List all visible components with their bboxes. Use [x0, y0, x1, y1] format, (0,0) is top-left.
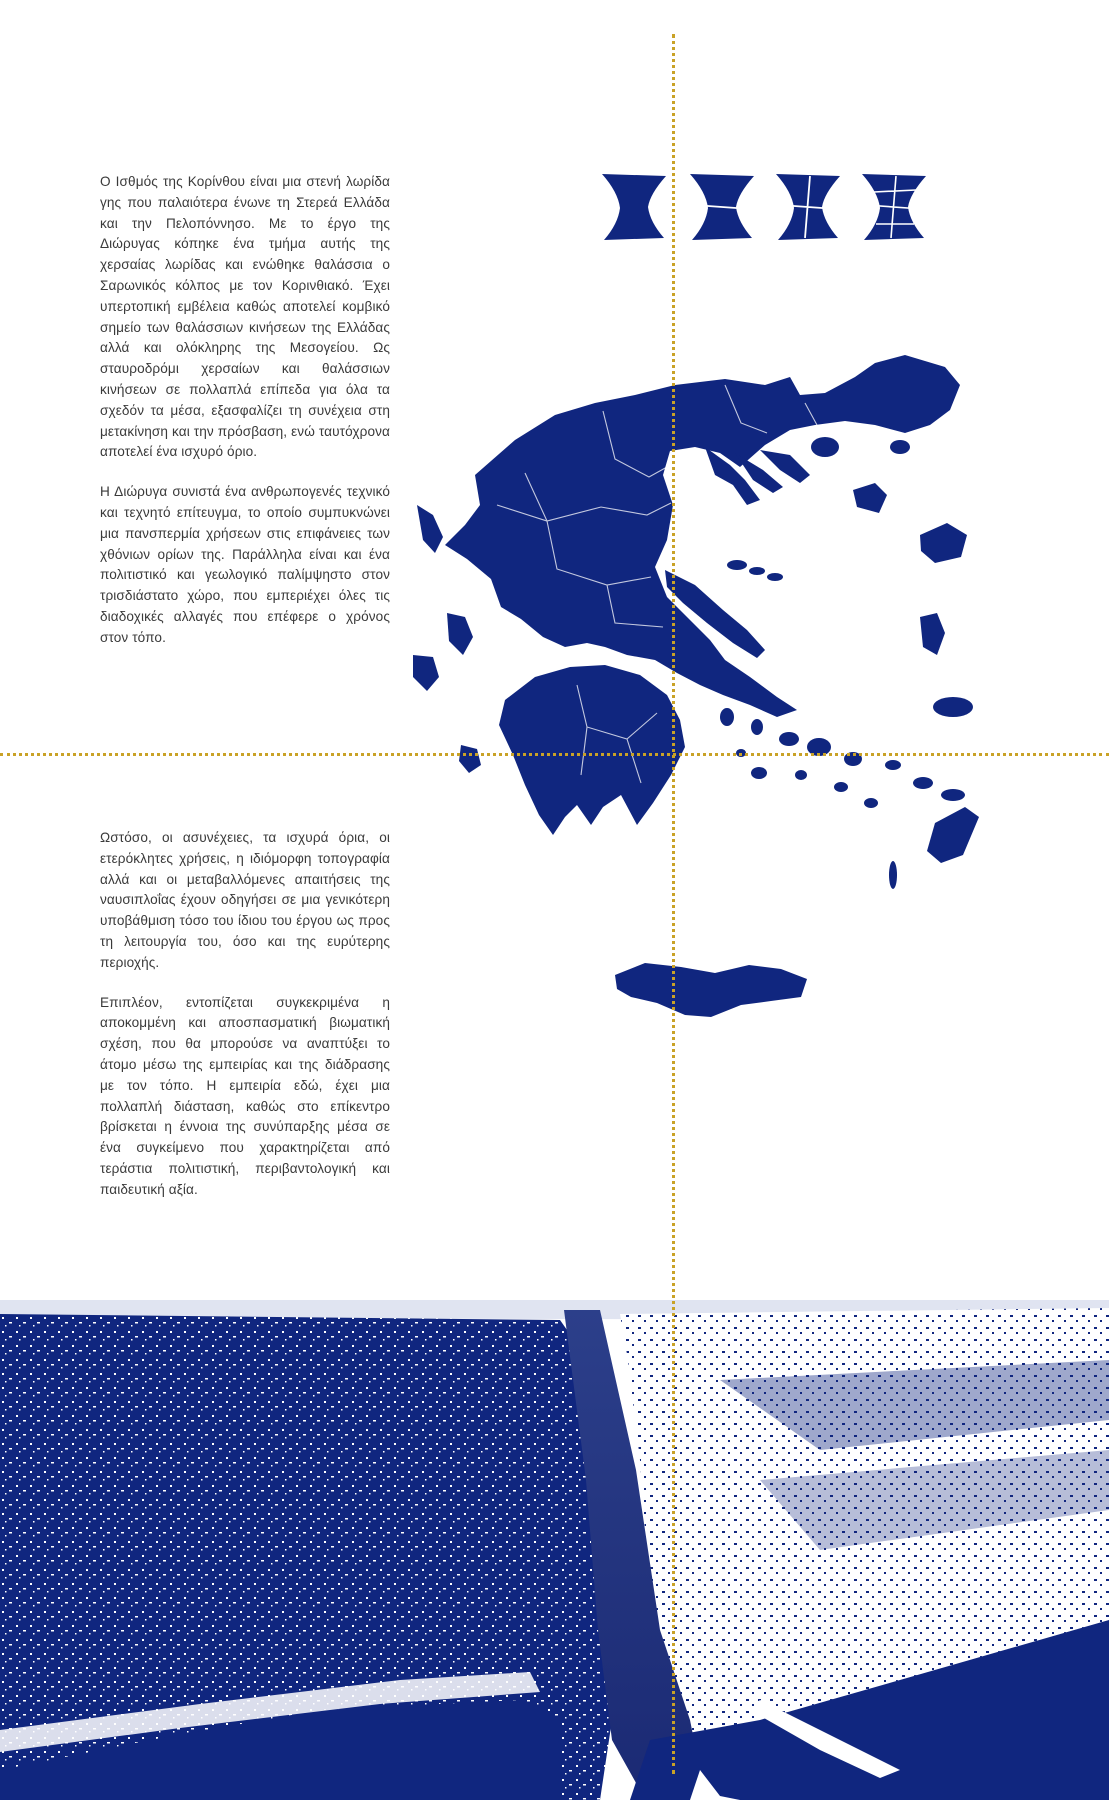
isthmus-cut-3-icon [862, 174, 926, 240]
intro-paragraph-2: Η Διώρυγα συνιστά ένα ανθρωπογενές τεχνικό και τεχνητό επίτευγμα, το οποίο συμπυκνώνει μια πανσπερμία χρήσεων στις επιφάνειες των χθόνιων ορίων της. Παράλληλα είναι και ένα πολιτιστικό και γεωλογικό παλίμψηστο στον τρισδιάστατο χώρο, που εμπεριέχει όλες τις διαδοχικές αλλαγές που επέφερε ο χρόνος στον τόπο. [100, 484, 390, 645]
horizontal-guide-line [0, 753, 1109, 756]
isthmus-cut-1-icon [690, 174, 754, 240]
intro-text [100, 172, 390, 668]
isthmus-shape-icon [602, 174, 666, 240]
body-paragraph-1: Ωστόσο, οι ασυνέχειες, τα ισχυρά όρια, οι ετερόκλητες χρήσεις, η ιδιόμορφη τοπογραφία αλλά και οι μεταβαλλόμενες απαιτήσεις της ναυσιπλοΐας έχουν οδηγήσει σε μια γενικότερη υποβάθμιση τόσο του ίδιου του έργου ως προς τη λειτουργία του, όσο και της ευρύτερης περιοχής. [100, 830, 390, 970]
body-paragraph-2: Επιπλέον, εντοπίζεται συγκεκριμένα η αποκομμένη και αποσπασματική βιωματική σχέση, που θα μπορούσε να αναπτύξει το άτομο μέσω της εμπειρίας και της διάδρασης με τον τόπο. Η εμπειρία εδώ, έχει μια πολλαπλή διάσταση, καθώς στο επίκεντρο βρίσκεται η έννοια της συνύπαρξης μέσα σε ένα συγκείμενο που χαρακτηρίζεται από τεράστια πολιτιστική, περιβαντολογική και παιδευτική αξία. [100, 994, 390, 1197]
isthmus-sequence [600, 172, 930, 242]
intro-paragraph-1: Ο Ισθμός της Κορίνθου είναι μια στενή λωρίδα γης που παλαιότερα ένωνε τη Στερεά Ελλάδα και την Πελοπόννησο. Με το έργο της Διώρυγας κόπηκε ένα τμήμα αυτής της χερσαίας λωρίδας και ενώθηκε θαλάσσια ο Σαρωνικός κόλπος με τον Κορινθιακό. Έχει υπερτοπική εμβέλεια καθώς αποτελεί κομβικό σημείο των θαλάσσιων κινήσεων της Ελλάδας αλλά και ολόκληρης της Μεσογείου. Ως σταυροδρόμι χερσαίων και θαλάσσιων κινήσεων σε πολλαπλά επίπεδα για όλα τα σχεδόν τα μέσα, εξασφαλίζει τη συνέχεια στη μετακίνηση και την πρόσβαση, ενώ ταυτόχρονα αποτελεί ένα ισχυρό όριο. [100, 174, 390, 460]
greece-map-icon [405, 355, 990, 1060]
vertical-guide-line [672, 34, 675, 1774]
aerial-canal-photo-icon [0, 1300, 1109, 1800]
isthmus-cut-2-icon [776, 174, 840, 240]
body-text [100, 828, 390, 1220]
